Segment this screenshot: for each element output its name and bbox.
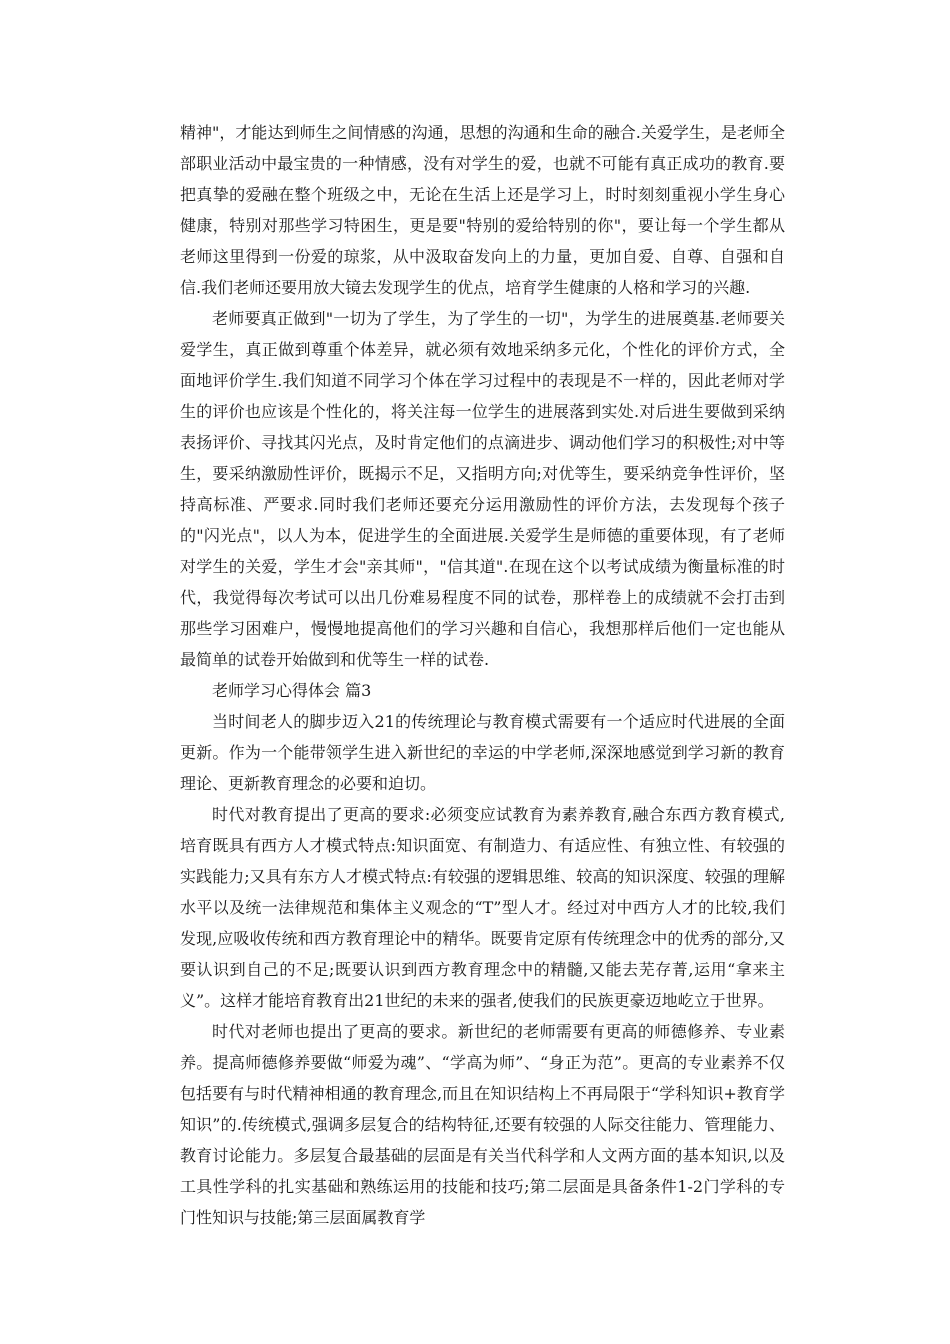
section-heading: 老师学习心得体会 篇3 (212, 681, 372, 700)
paragraph-5: 时代对老师也提出了更高的要求。新世纪的老师需要有更高的师德修养、专业素养。提高师德修养要做“师爱为魂”、“学高为师”、“身正为范”。更高的专业素养不仅包括要有与时代精神相通的教育理念,而且在知识结构上不再局限于“学科知识+教育学知识”的.传统模式,强调多层复合的结构特征,还要有较强的人际交往能力、管理能力、教育讨论能力。多层复合最基础的层面是有关当代科学和人文两方面的基本知识,以及工具性学科的扎实基础和熟练运用的技能和技巧;第二层面是具备条件1-2门学科的专门性知识与技能;第三层面属教育学 (180, 1022, 785, 1227)
document-body (180, 117, 785, 1233)
paragraph-2: 老师要真正做到"一切为了学生，为了学生的一切"，为学生的进展奠基.老师要关爱学生，真正做到尊重个体差异，就必须有效地采纳多元化，个性化的评价方式，全面地评价学生.我们知道不同学习个体在学习过程中的表现是不一样的，因此老师对学生的评价也应该是个性化的，将关注每一位学生的进展落到实处.对后进生要做到采纳表扬评价、寻找其闪光点，及时肯定他们的点滴进步、调动他们学习的积极性;对中等生，要采纳激励性评价，既揭示不足，又指明方向;对优等生，要采纳竞争性评价，坚持高标准、严要求.同时我们老师还要充分运用激励性的评价方法，去发现每个孩子的"闪光点"，以人为本，促进学生的全面进展.关爱学生是师德的重要体现，有了老师对学生的关爱，学生才会"亲其师"，"信其道".在现在这个以考试成绩为衡量标准的时代，我觉得每次考试可以出几份难易程度不同的试卷，那样卷上的成绩就不会打击到那些学习困难户，慢慢地提高他们的学习兴趣和自信心，我想那样后他们一定也能从最简单的试卷开始做到和优等生一样的试卷. (180, 309, 785, 669)
paragraph-4: 时代对教育提出了更高的要求:必须变应试教育为素养教育,融合东西方教育模式,培育既具有西方人才模式特点:知识面宽、有制造力、有适应性、有独立性、有较强的实践能力;又具有东方人才模式特点:有较强的逻辑思维、较高的知识深度、较强的理解水平以及统一法律规范和集体主义观念的“T”型人才。经过对中西方人才的比较,我们发现,应吸收传统和西方教育理论中的精华。既要肯定原有传统理念中的优秀的部分,又要认识到自己的不足;既要认识到西方教育理念中的精髓,又能去芜存菁,运用“拿来主义”。这样才能培育教育出21世纪的未来的强者,使我们的民族更豪迈地屹立于世界。 (180, 805, 785, 1010)
paragraph-1: 精神"，才能达到师生之间情感的沟通，思想的沟通和生命的融合.关爱学生，是老师全部职业活动中最宝贵的一种情感，没有对学生的爱，也就不可能有真正成功的教育.要把真挚的爱融在整个班级之中，无论在生活上还是学习上，时时刻刻重视小学生身心健康，特别对那些学习特困生，更是要"特别的爱给特别的你"，要让每一个学生都从老师这里得到一份爱的琼浆，从中汲取奋发向上的力量，更加自爱、自尊、自强和自信.我们老师还要用放大镜去发现学生的优点，培育学生健康的人格和学习的兴趣. (180, 123, 785, 297)
paragraph-3: 当时间老人的脚步迈入21的传统理论与教育模式需要有一个适应时代进展的全面更新。作为一个能带领学生进入新世纪的幸运的中学老师,深深地感觉到学习新的教育理论、更新教育理念的必要和迫切。 (180, 712, 785, 793)
